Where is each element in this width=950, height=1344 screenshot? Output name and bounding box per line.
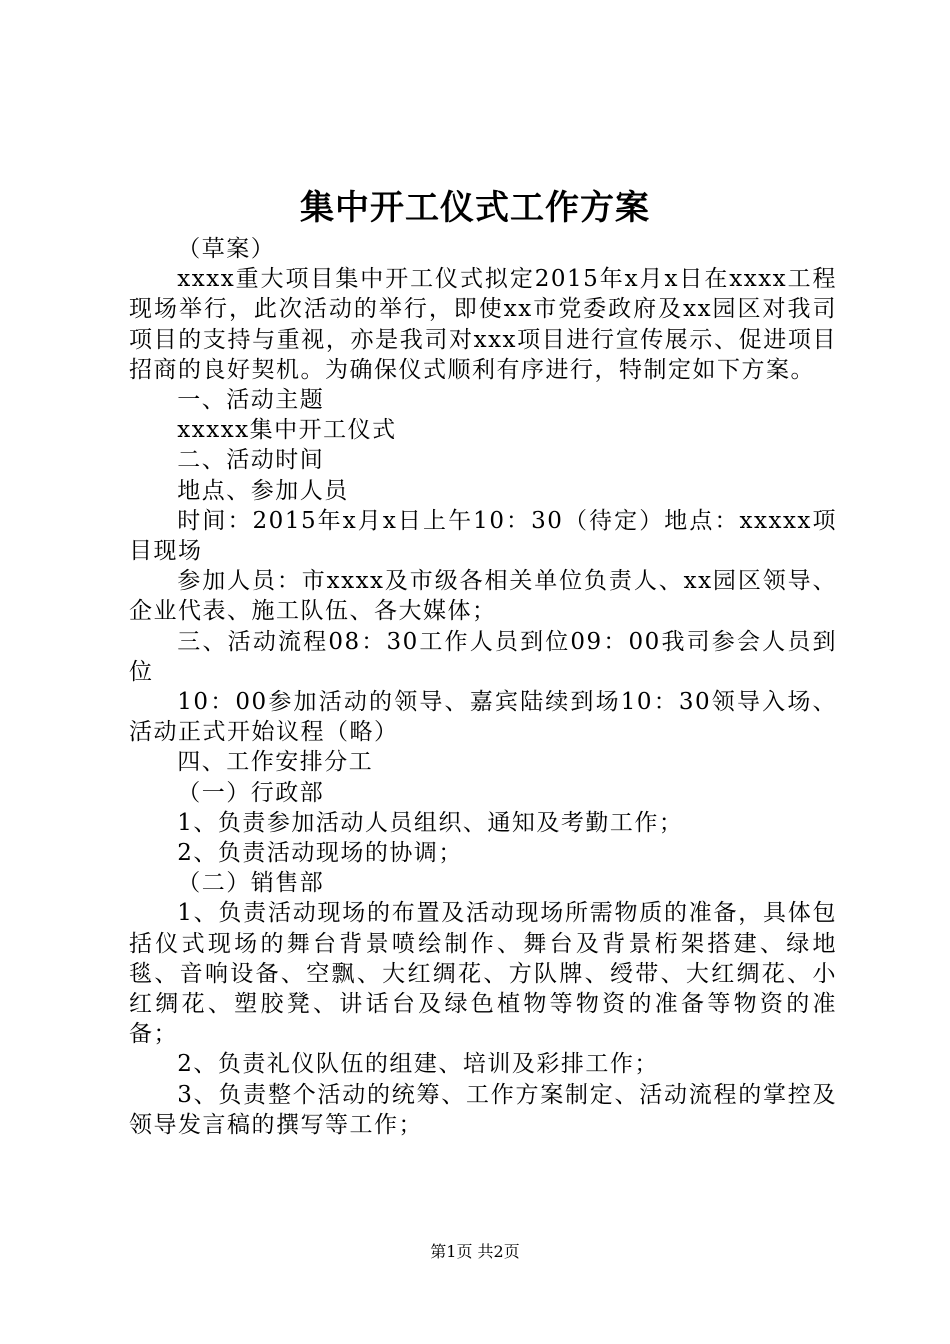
list-item-admin-1: 1、负责参加活动人员组织、通知及考勤工作； [177, 809, 684, 836]
paragraph-process: 10：00参加活动的领导、嘉宾陆续到场10：30领导入场、活动正式开始议程（略） [129, 689, 837, 746]
paragraph-intro: xxxx重大项目集中开工仪式拟定2015年x月x日在xxxx工程现场举行，此次活动的举行，即使xx市党委政府及xx园区对我司项目的支持与重视，亦是我司对xxx项目进行宣传展示、促进项目招商的良好契机。为确保仪式顺利有序进行，特制定如下方案。 [129, 266, 837, 383]
document-title: 集中开工仪式工作方案 [300, 188, 650, 228]
paragraph-theme: xxxxx集中开工仪式 [177, 417, 397, 444]
subsection-admin: （一）行政部 [177, 779, 325, 806]
document-body [129, 234, 837, 1140]
paragraph-attendees: 参加人员：市xxxx及市级各相关单位负责人、xx园区领导、企业代表、施工队伍、各大媒体； [129, 568, 837, 625]
list-item-sales-3: 3、负责整个活动的统筹、工作方案制定、活动流程的掌控及领导发言稿的撰写等工作； [129, 1081, 837, 1138]
subsection-sales: （二）销售部 [177, 870, 325, 897]
section-heading-time: 二、活动时间 [177, 447, 325, 474]
paragraph-draft-note: （草案） [177, 236, 276, 262]
section-heading-assignment: 四、工作安排分工 [177, 749, 374, 776]
list-item-sales-1: 1、负责活动现场的布置及活动现场所需物质的准备，具体包括仪式现场的舞台背景喷绘制作、舞台及背景桁架搭建、绿地毯、音响设备、空飘、大红绸花、方队牌、绶带、大红绸花、小红绸花、塑胶凳、讲话台及绿色植物等物资的准备等物资的准备； [129, 900, 837, 1048]
paragraph-location-attendees: 地点、参加人员 [177, 477, 349, 504]
section-heading-theme: 一、活动主题 [177, 387, 325, 414]
section-heading-process: 三、活动流程08：30工作人员到位09：00我司参会人员到位 [129, 628, 837, 685]
list-item-sales-2: 2、负责礼仪队伍的组建、培训及彩排工作； [177, 1051, 659, 1078]
page-number-footer: 第1页 共2页 [430, 1242, 520, 1261]
paragraph-time-place: 时间：2015年x月x日上午10：30（待定）地点：xxxxx项目现场 [129, 507, 837, 565]
list-item-admin-2: 2、负责活动现场的协调； [177, 840, 463, 867]
